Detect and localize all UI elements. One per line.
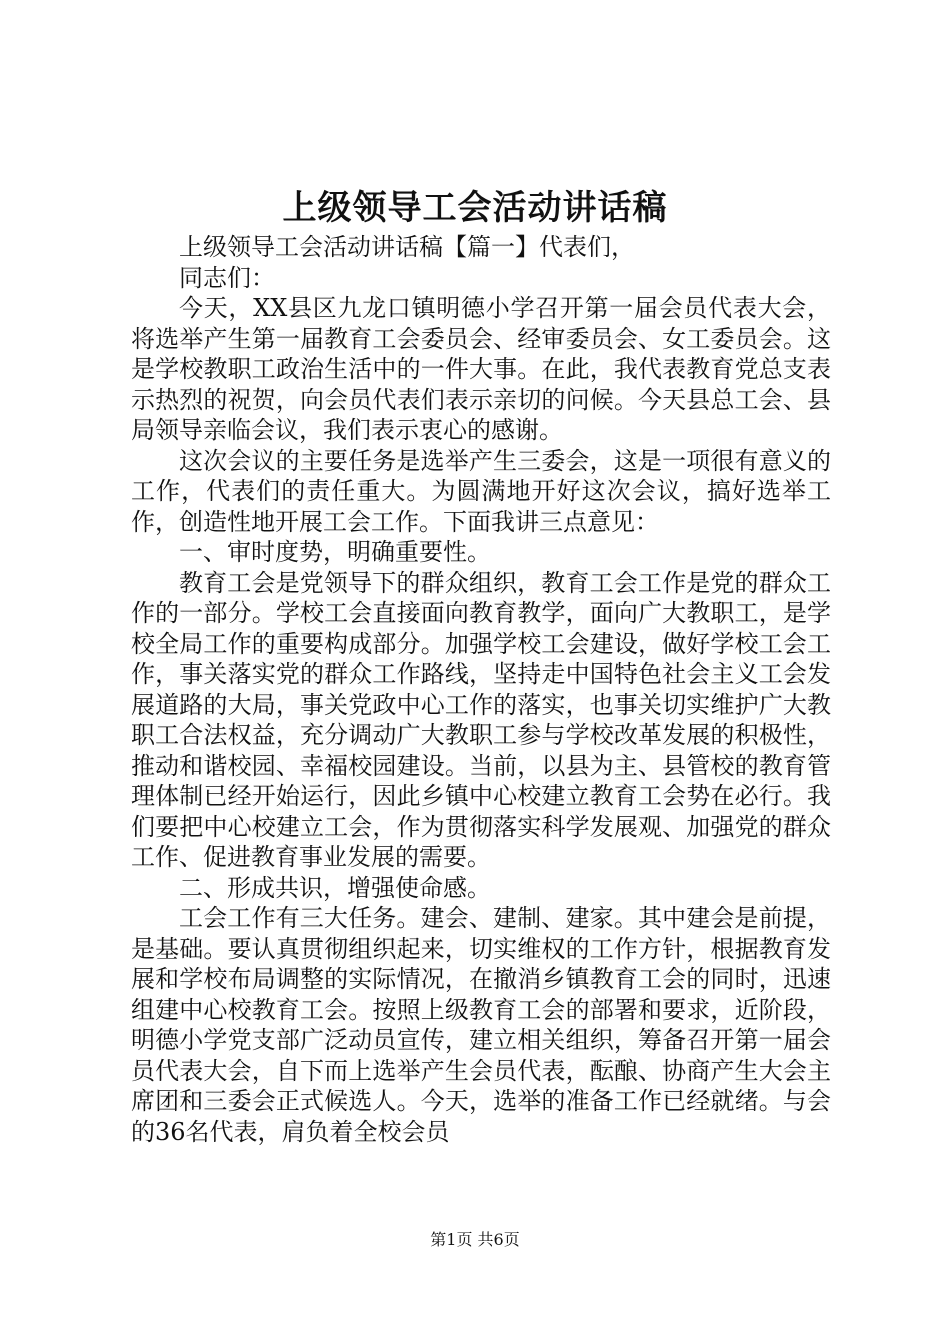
paragraph: 工会工作有三大任务。建会、建制、建家。其中建会是前提，是基础。要认真贯彻组织起来，切实维权的工作方针，根据教育发展和学校布局调整的实际情况，在撤消乡镇教育工会的同时，迅速组建中心校教育工会。按照上级教育工会的部署和要求，近阶段，明德小学党支部广泛动员宣传，建立相关组织，筹备召开第一届会员代表大会，自下而上选举产生会员代表，酝酿、协商产生大会主席团和三委会正式候选人。今天，选举的准备工作已经就绪。与会的36名代表，肩负着全校会员 <box>131 904 831 1146</box>
salutation: 同志们： <box>179 263 275 292</box>
paragraph: 这次会议的主要任务是选举产生三委会，这是一项很有意义的工作，代表们的责任重大。为圆满地开好这次会议，搞好选举工作，创造性地开展工会工作。下面我讲三点意见： <box>131 446 831 536</box>
document-title: 上级领导工会活动讲话稿 <box>282 188 668 228</box>
section-heading: 一、审时度势，明确重要性。 <box>179 538 491 566</box>
paragraph: 教育工会是党领导下的群众组织，教育工会工作是党的群众工作的一部分。学校工会直接面向教育教学，面向广大教职工，是学校全局工作的重要构成部分。加强学校工会建设，做好学校工会工作，事关落实党的群众工作路线，坚持走中国特色社会主义工会发展道路的大局，事关党政中心工作的落实，也事关切实维护广大教职工合法权益，充分调动广大教职工参与学校改革发展的积极性，推动和谐校园、幸福校园建设。当前，以县为主、县管校的教育管理体制已经开始运行，因此乡镇中心校建立教育工会势在必行。我们要把中心校建立工会，作为贯彻落实科学发展观、加强党的群众工作、促进教育事业发展的需要。 <box>131 568 831 871</box>
page-footer: 第1页 共6页 <box>430 1230 520 1249</box>
opening-line: 上级领导工会活动讲话稿【篇一】代表们， <box>179 233 635 261</box>
section-heading: 二、形成共识，增强使命感。 <box>179 873 491 902</box>
paragraph: 今天，XX县区九龙口镇明德小学召开第一届会员代表大会，将选举产生第一届教育工会委员会、经审委员会、女工委员会。这是学校教职工政治生活中的一件大事。在此，我代表教育党总支表示热烈的祝贺，向会员代表们表示亲切的问候。今天县总工会、县局领导亲临会议，我们表示衷心的感谢。 <box>131 294 831 444</box>
document-body <box>131 232 831 1147</box>
